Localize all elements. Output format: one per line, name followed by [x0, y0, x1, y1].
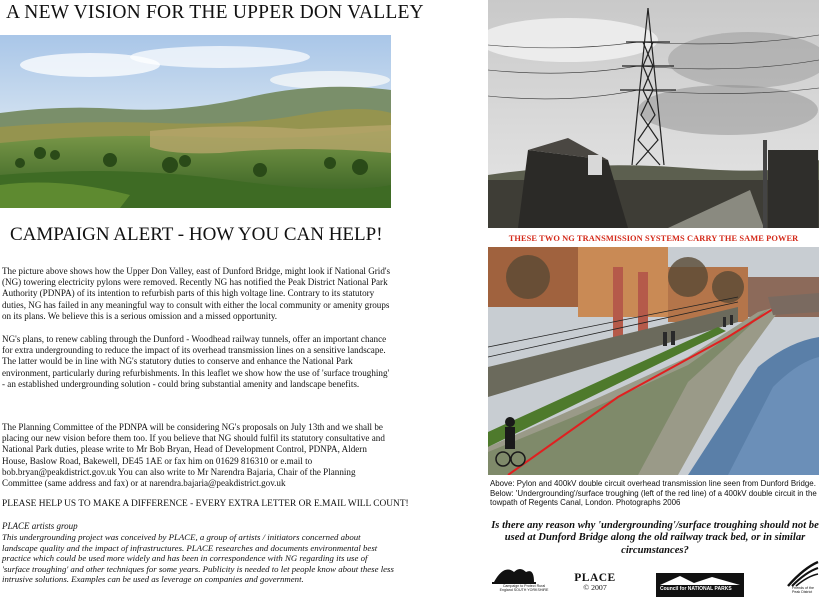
caption-below: Below: 'Undergrounding'/surface troughing (left of the red line) of a 400kV double circuit in the towpath of Regents Canal, London. Photographs 2006 [490, 488, 817, 508]
intro-paragraph: The picture above shows how the Upper Don Valley, east of Dunford Bridge, might look if National Grid's (NG) towering electricity pylons were removed. Recently NG has notified the Peak District National Park Authority (PDNPA) of its intention to refurbish parts of this high voltage line. Contrary to its statutory duties, NG has failed in any meaningful way to consult with either the local community or amenity groups on its plans. We believe this is a serious omission and a missed opportunity. [2, 266, 391, 321]
cpre-logo [490, 562, 550, 598]
campaign-alert-title: CAMPAIGN ALERT - HOW YOU CAN HELP! [10, 224, 383, 245]
group-description: This undergrounding project was conceived by PLACE, a group of artists / initiators concerned about landscape quality and the impact of infrastructures. PLACE researches and documents environmental best practice which could be used more widely and has been in correspondence with NG regarding its use of 'surface troughing' and other techniques for some years. Publicity is needed to let people know about these less intrusive solutions. Examples can be used as leverage on companies and government. [2, 532, 394, 584]
group-title: PLACE artists group [2, 521, 78, 531]
place-logo [570, 572, 620, 592]
friends-of-peak-district-logo [786, 558, 820, 600]
council-for-national-parks-logo [656, 573, 744, 597]
plans-paragraph: NG's plans, to renew cabling through the Dunford - Woodhead railway tunnels, offer an important chance for extra undergrounding to reduce the impact of its overhead transmission lines on a sensitive landscape. The latter would be in line with NG's statutory duties to conserve and enhance the National Park environment, particularly during refurbishments. In this leaflet we show how the use of 'surface troughing' - an established undergrounding solution - could bring substantial amenity and landscape benefits. [2, 334, 390, 389]
pylon-photo [488, 0, 819, 228]
canal-towpath-photo [488, 247, 819, 475]
place-copyright-year: © 2007 [583, 583, 607, 592]
caption-above: Above: Pylon and 400kV double circuit overhead transmission line seen from Dunford Bridge. [490, 479, 816, 488]
photo-caption [490, 479, 820, 508]
valley-landscape-photo [0, 35, 391, 208]
call-to-action: PLEASE HELP US TO MAKE A DIFFERENCE - EVERY EXTRA LETTER OR E.MAIL WILL COUNT! [2, 499, 409, 509]
cnp-logo-text: Council for NATIONAL PARKS [660, 586, 732, 592]
cpre-logo-text: Campaign to Protect Rural England SOUTH YORKSHIRE [499, 584, 549, 592]
closing-question: Is there any reason why 'undergrounding'/surface troughing should not be used at Dunford Bridge along the old railway track bed, or in similar circumstances? [491, 520, 819, 556]
pds-logo-text: Friends of the Peak District [792, 586, 814, 595]
comparison-heading: THESE TWO NG TRANSMISSION SYSTEMS CARRY THE SAME POWER [508, 234, 799, 243]
place-logo-word: PLACE [574, 572, 616, 584]
page-headline: A NEW VISION FOR THE UPPER DON VALLEY [6, 2, 424, 23]
planning-committee-paragraph: The Planning Committee of the PDNPA will be considering NG's proposals on July 13th and we shall be placing our new vision before them too. If you believe that NG should fulfil its statutory consultative and National Park duties, please write to Mr Bob Bryan, Head of Development Control, PDNPA, Aldern House, Baslow Road, Bakewell, DE45 1AE or fax him on 01629 816310 or e.mail to bob.bryan@peakdistrict.gov.uk You can also write to Mr Narendra Bajaria, Chair of the Planning Committee (same address and fax) or at narendra.bajaria@peakdistrict.gov.uk [2, 422, 385, 489]
